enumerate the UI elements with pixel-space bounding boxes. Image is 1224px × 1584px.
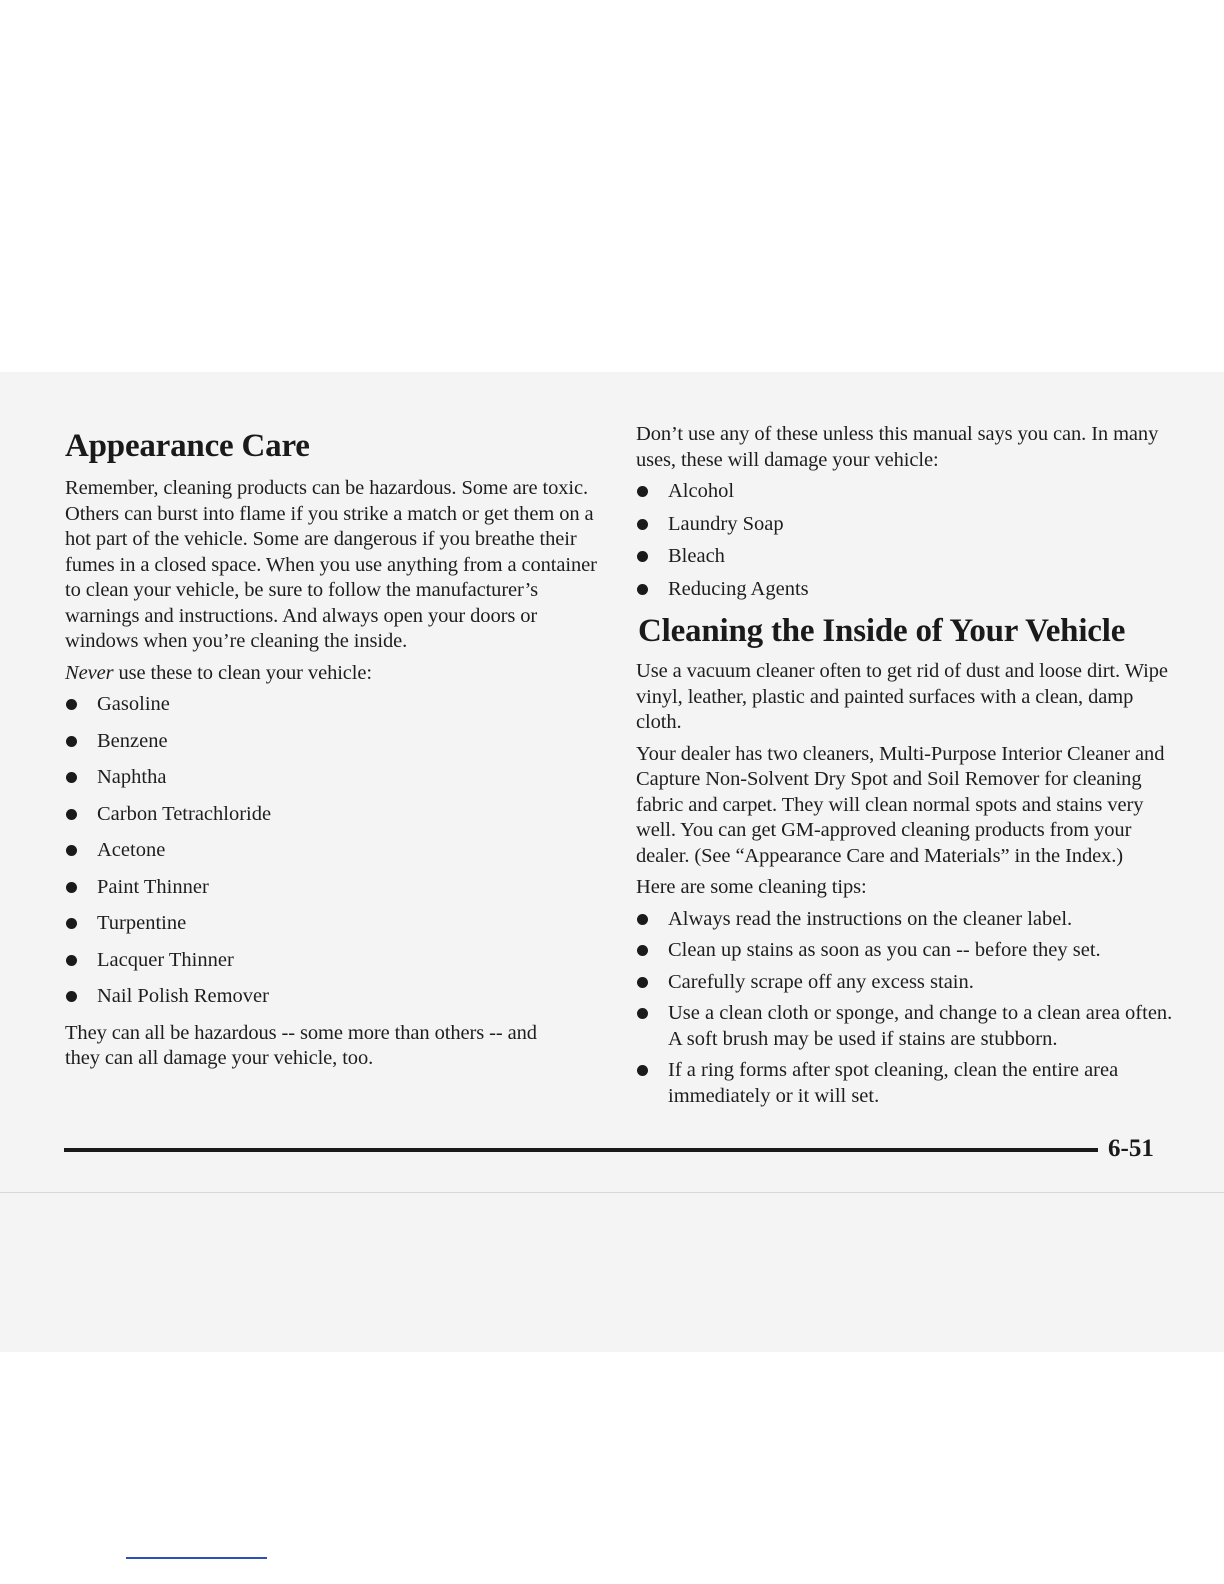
bullet-icon: [637, 519, 648, 530]
cleaning-tips-list: [636, 907, 1176, 1110]
scan-edge-line: [0, 1192, 1224, 1193]
hazard-closing-paragraph: They can all be hazardous -- some more than others -- and they can all damage your vehicle, too.: [65, 1021, 537, 1069]
bullet-icon: [66, 736, 77, 747]
list-item-label: Laundry Soap: [668, 512, 784, 535]
bullet-icon: [66, 882, 77, 893]
bullet-icon: [637, 914, 648, 925]
bullet-icon: [66, 772, 77, 783]
bullet-icon: [66, 918, 77, 929]
list-item-label: Acetone: [97, 839, 166, 861]
bullet-icon: [66, 991, 77, 1002]
right-column: [636, 416, 1176, 1115]
never-use-text: use these to clean your vehicle:: [113, 661, 372, 684]
list-item: [65, 838, 605, 864]
bullet-icon: [66, 845, 77, 856]
list-item: [636, 907, 1176, 933]
list-item: [636, 544, 1176, 570]
cleaning-inside-heading: Cleaning the Inside of Your Vehicle: [638, 613, 1126, 649]
bullet-icon: [637, 584, 648, 595]
list-item-label: Gasoline: [97, 693, 170, 715]
list-item-label: Carefully scrape off any excess stain.: [668, 970, 974, 993]
list-item: [636, 1001, 1176, 1052]
bullet-icon: [637, 486, 648, 497]
list-item-label: Bleach: [668, 545, 725, 567]
dealer-cleaners-paragraph: Your dealer has two cleaners, Multi-Purpose Interior Cleaner and Capture Non-Solvent Dry Spot and Soil Remover for cleaning fabric and carpet. They will clean normal spots and stains very well. You can get GM-approved cleaning products from your dealer. (See “Appearance Care and Materials” in the Index.): [636, 742, 1165, 867]
list-item-label: Lacquer Thinner: [97, 948, 234, 971]
list-item: [636, 512, 1176, 538]
bullet-icon: [66, 809, 77, 820]
list-item: [65, 948, 605, 974]
list-item-label: Naphtha: [97, 766, 167, 788]
footer-rule: [64, 1148, 1098, 1152]
page-number: 6-51: [1108, 1135, 1154, 1162]
bullet-icon: [637, 945, 648, 956]
list-item-label: Turpentine: [97, 912, 187, 934]
list-item-label: Reducing Agents: [668, 577, 809, 600]
never-emphasis: Never: [65, 661, 114, 684]
blue-underline-link[interactable]: [126, 1557, 267, 1559]
appearance-care-heading: Appearance Care: [65, 428, 310, 464]
list-item-label: Carbon Tetrachloride: [97, 802, 272, 825]
bullet-icon: [637, 551, 648, 562]
list-item-label: Nail Polish Remover: [97, 985, 269, 1007]
bullet-icon: [637, 1065, 648, 1076]
list-item-label: Always read the instructions on the cleaner label.: [668, 907, 1073, 930]
hazard-intro-paragraph: Remember, cleaning products can be hazardous. Some are toxic. Others can burst into flame if you strike a match or get them on a hot part of the vehicle. Some are dangerous if you breathe their fumes in a closed space. When you use anything from a container to clean your vehicle, be sure to follow the manufacturer’s warnings and instructions. And always open your doors or windows when you’re cleaning the inside.: [65, 477, 597, 652]
never-use-list: [65, 692, 605, 1010]
bullet-icon: [637, 1008, 648, 1019]
list-item: [65, 765, 605, 791]
list-item: [65, 875, 605, 901]
list-item: [636, 479, 1176, 505]
list-item-label: Clean up stains as soon as you can -- before they set.: [668, 939, 1101, 961]
list-item-label: Use a clean cloth or sponge, and change to a clean area often. A soft brush may be used if stains are stubborn.: [668, 1002, 1173, 1050]
dont-use-paragraph: Don’t use any of these unless this manual says you can. In many uses, these will damage your vehicle:: [636, 423, 1159, 471]
never-use-intro: [65, 661, 605, 687]
list-item-label: Alcohol: [668, 480, 735, 502]
dont-use-list: [636, 479, 1176, 602]
list-item: [65, 984, 605, 1010]
list-item: [65, 729, 605, 755]
left-column: [65, 416, 605, 1078]
list-item: [65, 911, 605, 937]
list-item: [636, 970, 1176, 996]
list-item: [636, 938, 1176, 964]
list-item: [636, 577, 1176, 603]
list-item: [65, 802, 605, 828]
bullet-icon: [66, 955, 77, 966]
list-item-label: Benzene: [97, 729, 168, 752]
bullet-icon: [637, 977, 648, 988]
list-item: [636, 1058, 1176, 1109]
bullet-icon: [66, 699, 77, 710]
tips-intro: Here are some cleaning tips:: [636, 876, 867, 898]
list-item-label: If a ring forms after spot cleaning, clean the entire area immediately or it will set.: [668, 1059, 1119, 1107]
list-item-label: Paint Thinner: [97, 875, 209, 898]
vacuum-paragraph: Use a vacuum cleaner often to get rid of dust and loose dirt. Wipe vinyl, leather, plastic and painted surfaces with a clean, damp cloth.: [636, 660, 1168, 733]
list-item: [65, 692, 605, 718]
